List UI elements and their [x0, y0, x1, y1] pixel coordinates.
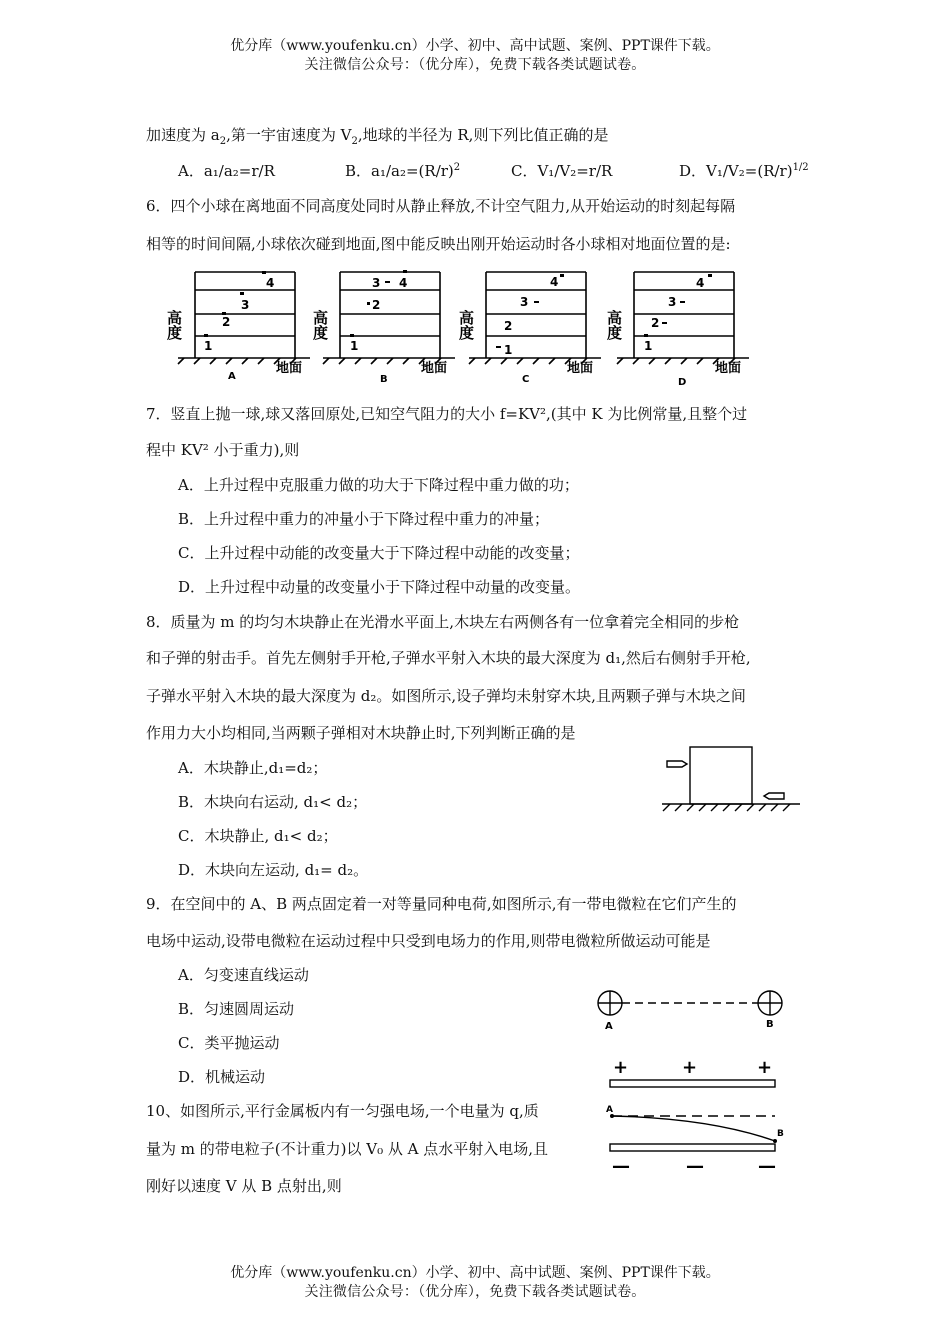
- q6-c-ground-label: 地面: [567, 361, 594, 376]
- q8-ground-hatch: [663, 804, 790, 811]
- q10-line-3: 刚好以速度 V 从 B 点射出,则: [146, 1177, 342, 1195]
- q9-line-1: 9．在空间中的 A、B 两点固定着一对等量同种电荷,如图所示,有一带电微粒在它们产生的: [146, 895, 737, 913]
- q6-b-ball-4: [403, 270, 407, 273]
- q8-line-2: 和子弹的射击手。首先左侧射手开枪,子弹水平射入木块的最大深度为 d₁,然后右侧射手开枪,: [146, 649, 751, 667]
- q6-panel-c-frame: [469, 272, 601, 364]
- q6-d-label-4: 4: [696, 276, 705, 290]
- q6-a-axis-label: 高度: [165, 310, 183, 340]
- footer-line-1: 优分库（www.youfenku.cn）小学、初中、高中试题、案例、PPT课件下载。: [230, 1265, 720, 1281]
- q10-minus-1: —: [612, 1156, 630, 1177]
- q6-a-label-3: 3: [241, 298, 250, 312]
- q8-line-3: 子弹水平射入木块的最大深度为 d₂。如图所示,设子弹均未射穿木块,且两颗子弹与木块之间: [146, 687, 746, 705]
- q6-b-label-1: 1: [350, 339, 359, 353]
- q5-option-b-sup: 2: [453, 162, 461, 173]
- q7-line-2: 程中 KV² 小于重力),则: [146, 441, 300, 459]
- q10-plus-2: +: [682, 1057, 698, 1078]
- q8-left-bullet: [667, 761, 687, 767]
- q6-d-ball-4: [708, 274, 712, 277]
- q8-option-c: C．木块静止, d₁< d₂；: [178, 827, 338, 845]
- q5-option-b-text: B．a₁/a₂=(R/r): [345, 162, 454, 180]
- q6-panel-d-letter: D: [678, 377, 687, 388]
- q5-intro-b: ,第一宇宙速度为 V: [226, 126, 352, 144]
- q6-b-label-2: 2: [372, 298, 381, 312]
- q8-option-b: B．木块向右运动, d₁< d₂；: [178, 793, 368, 811]
- q5-sub-a2: 2: [219, 136, 227, 147]
- q6-d-ball-1: [644, 334, 648, 337]
- q6-b-ball-2: [367, 302, 370, 305]
- q7-line-1: 7．竖直上抛一球,球又落回原处,已知空气阻力的大小 f=KV²,(其中 K 为比例常量,且整个过: [146, 405, 748, 423]
- q6-a-label-1: 1: [204, 339, 213, 353]
- q7-option-c: C．上升过程中动能的改变量大于下降过程中动能的改变量；: [178, 544, 580, 562]
- q9-line-2: 电场中运动,设带电微粒在运动过程中只受到电场力的作用,则带电微粒所做运动可能是: [146, 932, 711, 950]
- q5-intro-c: ,地球的半径为 R,则下列比值正确的是: [357, 126, 609, 144]
- q10-minus-2: —: [686, 1156, 704, 1177]
- q8-figure: [660, 740, 810, 820]
- q6-d-axis-label: 高度: [605, 310, 623, 340]
- q6-d-ground-label: 地面: [715, 361, 742, 376]
- q5-option-d: [679, 160, 809, 182]
- q5-intro: [146, 124, 608, 146]
- q10-figure: [600, 1056, 790, 1176]
- q8-line-1: 8．质量为 m 的均匀木块静止在光滑水平面上,木块左右两侧各有一位拿着完全相同的步枪: [146, 613, 740, 631]
- q6-panel-a-frame: [178, 272, 310, 364]
- q6-d-ball-2: [662, 322, 667, 324]
- q6-d-label-2: 2: [651, 316, 660, 330]
- q6-b-axis-label: 高度: [311, 310, 329, 340]
- q10-point-b: [773, 1139, 777, 1143]
- q10-line-2: 量为 m 的带电粒子(不计重力)以 V₀ 从 A 点水平射入电场,且: [146, 1140, 548, 1158]
- q10-minus-3: —: [758, 1156, 776, 1177]
- q9-option-a: A．匀变速直线运动: [178, 966, 309, 984]
- q9-label-a: A: [605, 1021, 613, 1032]
- q6-d-label-1: 1: [644, 339, 653, 353]
- q6-d-label-3: 3: [668, 295, 677, 309]
- q6-a-ball-3: [240, 292, 244, 295]
- q5-option-a: A．a₁/a₂=r/R: [178, 162, 275, 180]
- q6-b-ground-label: 地面: [421, 361, 448, 376]
- q6-c-ball-1: [496, 346, 501, 348]
- q6-line-2: 相等的时间间隔,小球依次碰到地面,图中能反映出刚开始运动时各小球相对地面位置的是:: [146, 235, 731, 253]
- q5-option-d-text: D．V₁/V₂=(R/r): [679, 162, 793, 180]
- q6-figure: [165, 266, 790, 388]
- q10-trajectory: [612, 1116, 775, 1141]
- q6-c-ball-4: [560, 274, 564, 277]
- q6-a-ball-4: [262, 271, 266, 274]
- q10-plus-1: +: [613, 1057, 629, 1078]
- q10-plus-3: +: [757, 1057, 773, 1078]
- q6-panel-b-frame: [323, 272, 455, 364]
- q9-label-b: B: [766, 1019, 774, 1030]
- q6-c-axis-label: 高度: [457, 310, 475, 340]
- q6-panel-a-letter: A: [228, 371, 236, 382]
- q8-line-4: 作用力大小均相同,当两颗子弹相对木块静止时,下列判断正确的是: [146, 724, 576, 742]
- q7-option-d: D．上升过程中动量的改变量小于下降过程中动量的改变量。: [178, 578, 581, 596]
- q6-d-ball-3: [680, 301, 685, 303]
- page-footer: [0, 1264, 950, 1302]
- q6-a-ground-label: 地面: [276, 361, 303, 376]
- page-header: [0, 37, 950, 75]
- q6-c-label-2: 2: [504, 319, 513, 333]
- q6-a-label-4: 4: [266, 276, 275, 290]
- q6-b-label-4: 4: [399, 276, 408, 290]
- q6-panel-b-letter: B: [380, 374, 388, 385]
- q5-intro-a: 加速度为 a: [146, 126, 220, 144]
- q5-option-d-sup: 1/2: [792, 162, 809, 173]
- header-line-2: 关注微信公众号：（优分库），免费下载各类试题试卷。: [304, 57, 646, 73]
- q8-option-d: D．木块向左运动, d₁= d₂。: [178, 861, 369, 879]
- q6-c-label-3: 3: [520, 295, 529, 309]
- q10-line-1: 10、如图所示,平行金属板内有一匀强电场,一个电量为 q,质: [146, 1102, 539, 1120]
- q6-line-1: 6．四个小球在离地面不同高度处同时从静止释放,不计空气阻力,从开始运动的时刻起每隔: [146, 197, 736, 215]
- q5-option-b: [345, 160, 460, 182]
- q7-option-b: B．上升过程中重力的冲量小于下降过程中重力的冲量；: [178, 510, 550, 528]
- q9-figure: [592, 985, 802, 1037]
- q6-a-label-2: 2: [222, 315, 231, 329]
- q7-option-a: A．上升过程中克服重力做的功大于下降过程中重力做的功；: [178, 476, 579, 494]
- q6-b-ball-1: [350, 334, 354, 337]
- header-line-1: 优分库（www.youfenku.cn）小学、初中、高中试题、案例、PPT课件下载。: [230, 38, 720, 54]
- q5-sub-v2: 2: [351, 136, 358, 147]
- q6-c-label-1: 1: [504, 343, 513, 357]
- q10-bottom-plate: [610, 1144, 775, 1151]
- q6-c-label-4: 4: [550, 275, 559, 289]
- q10-top-plate: [610, 1080, 775, 1087]
- q8-wood-block: [690, 747, 752, 804]
- q9-option-d: D．机械运动: [178, 1068, 266, 1086]
- q6-panel-d-frame: [617, 272, 749, 364]
- q10-label-a: A: [606, 1105, 613, 1115]
- q5-option-c: C．V₁/V₂=r/R: [511, 162, 613, 180]
- q6-b-ball-3: [385, 281, 390, 283]
- q6-b-label-3: 3: [372, 276, 381, 290]
- q9-option-c: C．类平抛运动: [178, 1034, 280, 1052]
- q6-panel-c-letter: C: [522, 374, 530, 385]
- q9-option-b: B．匀速圆周运动: [178, 1000, 295, 1018]
- q8-right-bullet: [764, 793, 784, 799]
- q8-option-a: A．木块静止,d₁=d₂；: [178, 759, 328, 777]
- q6-c-ball-3: [534, 301, 539, 303]
- q10-label-b: B: [777, 1129, 784, 1139]
- footer-line-2: 关注微信公众号：（优分库），免费下载各类试题试卷。: [304, 1284, 646, 1300]
- q6-a-ball-1: [204, 334, 208, 337]
